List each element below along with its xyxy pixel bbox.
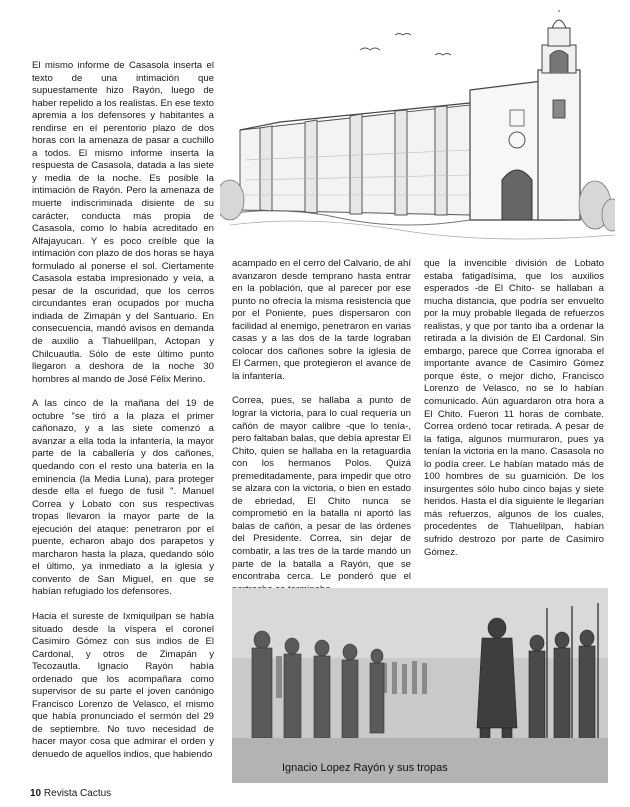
paragraph: acampado en el cerro del Calvario, de ahí avanzaron desde temprano hasta entrar en la población, que al parecer por ese punto no ofrecía la misma resistencia que por el Poniente, pues dispersaron con facilidad al enemigo, penetraron en varias casas y a las dos de la tarde lograban colocar dos cañones sobre la iglesia de El Carmen, que protegieron el avance de la infantería. (232, 258, 411, 382)
troops-illustration (232, 588, 608, 783)
paragraph: que la invencible división de Lobato estaba fatigadísima, que los auxilios esperados -de El Chito- se hallaban a mucha distancia, que podría ser envuelto por la muy probable llegada de refuerzos realistas, y que por tanto iba a ordenar la retirada a la división de El Cardonal. Sin embargo, parece que Correa ignoraba el importante avance de Casimiro Gómez porque éste, o mejor dicho, Francisco Lorenzo de Velasco, no se lo habían comunicado. Aún aguardaron otra hora a El Chito. Fueron 11 horas de combate. Correa ordenó tocar retirada. A pesar de la fatiga, algunos murmuraron, pues ya tenían la victoria en la mano. Casasola no lo podía creer. Le habían matado más de 100 hombres de su guarnición. De los insurgentes sólo hubo cinco bajas y siete heridos. Hasta el día siguiente le llegarían más refuerzos, algunos de los cuales, procedentes de Tlahuelilpan, habían sufrido destrozo por parte de Casimiro Gómez. (424, 258, 604, 558)
troops-engraving (232, 588, 608, 783)
text-column-3 (424, 258, 604, 571)
page-footer (30, 788, 111, 799)
page-number: 10 (30, 788, 42, 799)
church-sketch-illustration (220, 10, 615, 250)
paragraph: A las cinco de la mañana del 19 de octubre "se tiró a la plaza el primer cañonazo, y a las siete comenzó a avanzar a ella toda la infantería, la mayor parte de la caballería y dos cañones, quedando con el resto una batería en la eminencia (la Media Luna), para proteger desde ella el fuego de fusil ". Manuel Correa y Lobato con sus respectivas tropas llevaron la mayor parte de la ejecución del ataque: penetraron por el puente, echaron abajo dos parapetos y marcharon hasta la plaza, quedando sólo el último, ya inmediato a la iglesia y convento de San Miguel, en que se habían refugiado los defensores. (32, 398, 214, 598)
text-column-2 (232, 258, 411, 608)
magazine-name: Revista Cactus (43, 788, 112, 799)
paragraph: El mismo informe de Casasola inserta el texto de una intimación que supuestamente hizo Rayón, luego de haber repelido a los realistas. En ese texto apremia a los defensores y habitantes a rendirse en el perentorio plazo de dos horas con la amenaza de pasar a cuchillo a todos. El mismo informe inserta la respuesta de Casasola, datada a las siete y media de la noche. Es posible la intimación de Rayón. Pero la amenaza de muerte indiscriminada disiente de su carácter, conducta más propia de Casasola, como lo había acreditado en Alfajayucan. Y es poco creíble que la intimación con plazo de dos horas se haya formulado al ponerse el sol. Ciertamente Casasola estaba impresionado y veía, a pesar de la oscuridad, que los cerros circundantes eran ocupados por mucha indiada de Zimapán y del Santuario. En consecuencia, mandó avisos en demanda de auxilio a Tlahuelilpan, Actopan y Chilcuautla. Sólo de este último punto llegaron a deshora de la noche 30 hombres al mando de José Félix Merino. (32, 60, 214, 385)
paragraph: Hacia el sureste de Ixmiquilpan se había situado desde la víspera el coronel Casimiro Gómez con sus indios de El Cardonal, y otros de Zimapán y Tecozautla. Ignacio Rayón había ordenado que los acompañara como supervisor de su parte el joven canónigo Francisco Lorenzo de Velasco, el mismo que había pronunciado el sermón del 29 de septiembre. No tuvo necesidad de hacer mayor cosa que admirar el orden y denuedo de aquellos indios, que habiendo (32, 610, 214, 760)
illustration-caption: Ignacio Lopez Rayón y sus tropas (282, 762, 448, 774)
text-column-1 (32, 60, 214, 774)
paragraph: Correa, pues, se hallaba a punto de lograr la victoria, para lo cual requería un cañón de mayor calibre -que lo tenía-, pero faltaban balas, que debía aprestar El Chito, quien se hallaba en la retaguardia con los hermanos Polos. Quizá premeditadamente, para impedir que otro se alzara con la victoria, o bien en estado de ebriedad, El Chito nunca se comprometió en la batalla ni aportó las balas de cañón, a pesar de las órdenes del Presidente. Correa, sin dejar de combatir, a las tres de la tarde mandó un parte de la batalla a Rayón, que se encontraba cerca. Le ponderó que el (232, 395, 411, 583)
